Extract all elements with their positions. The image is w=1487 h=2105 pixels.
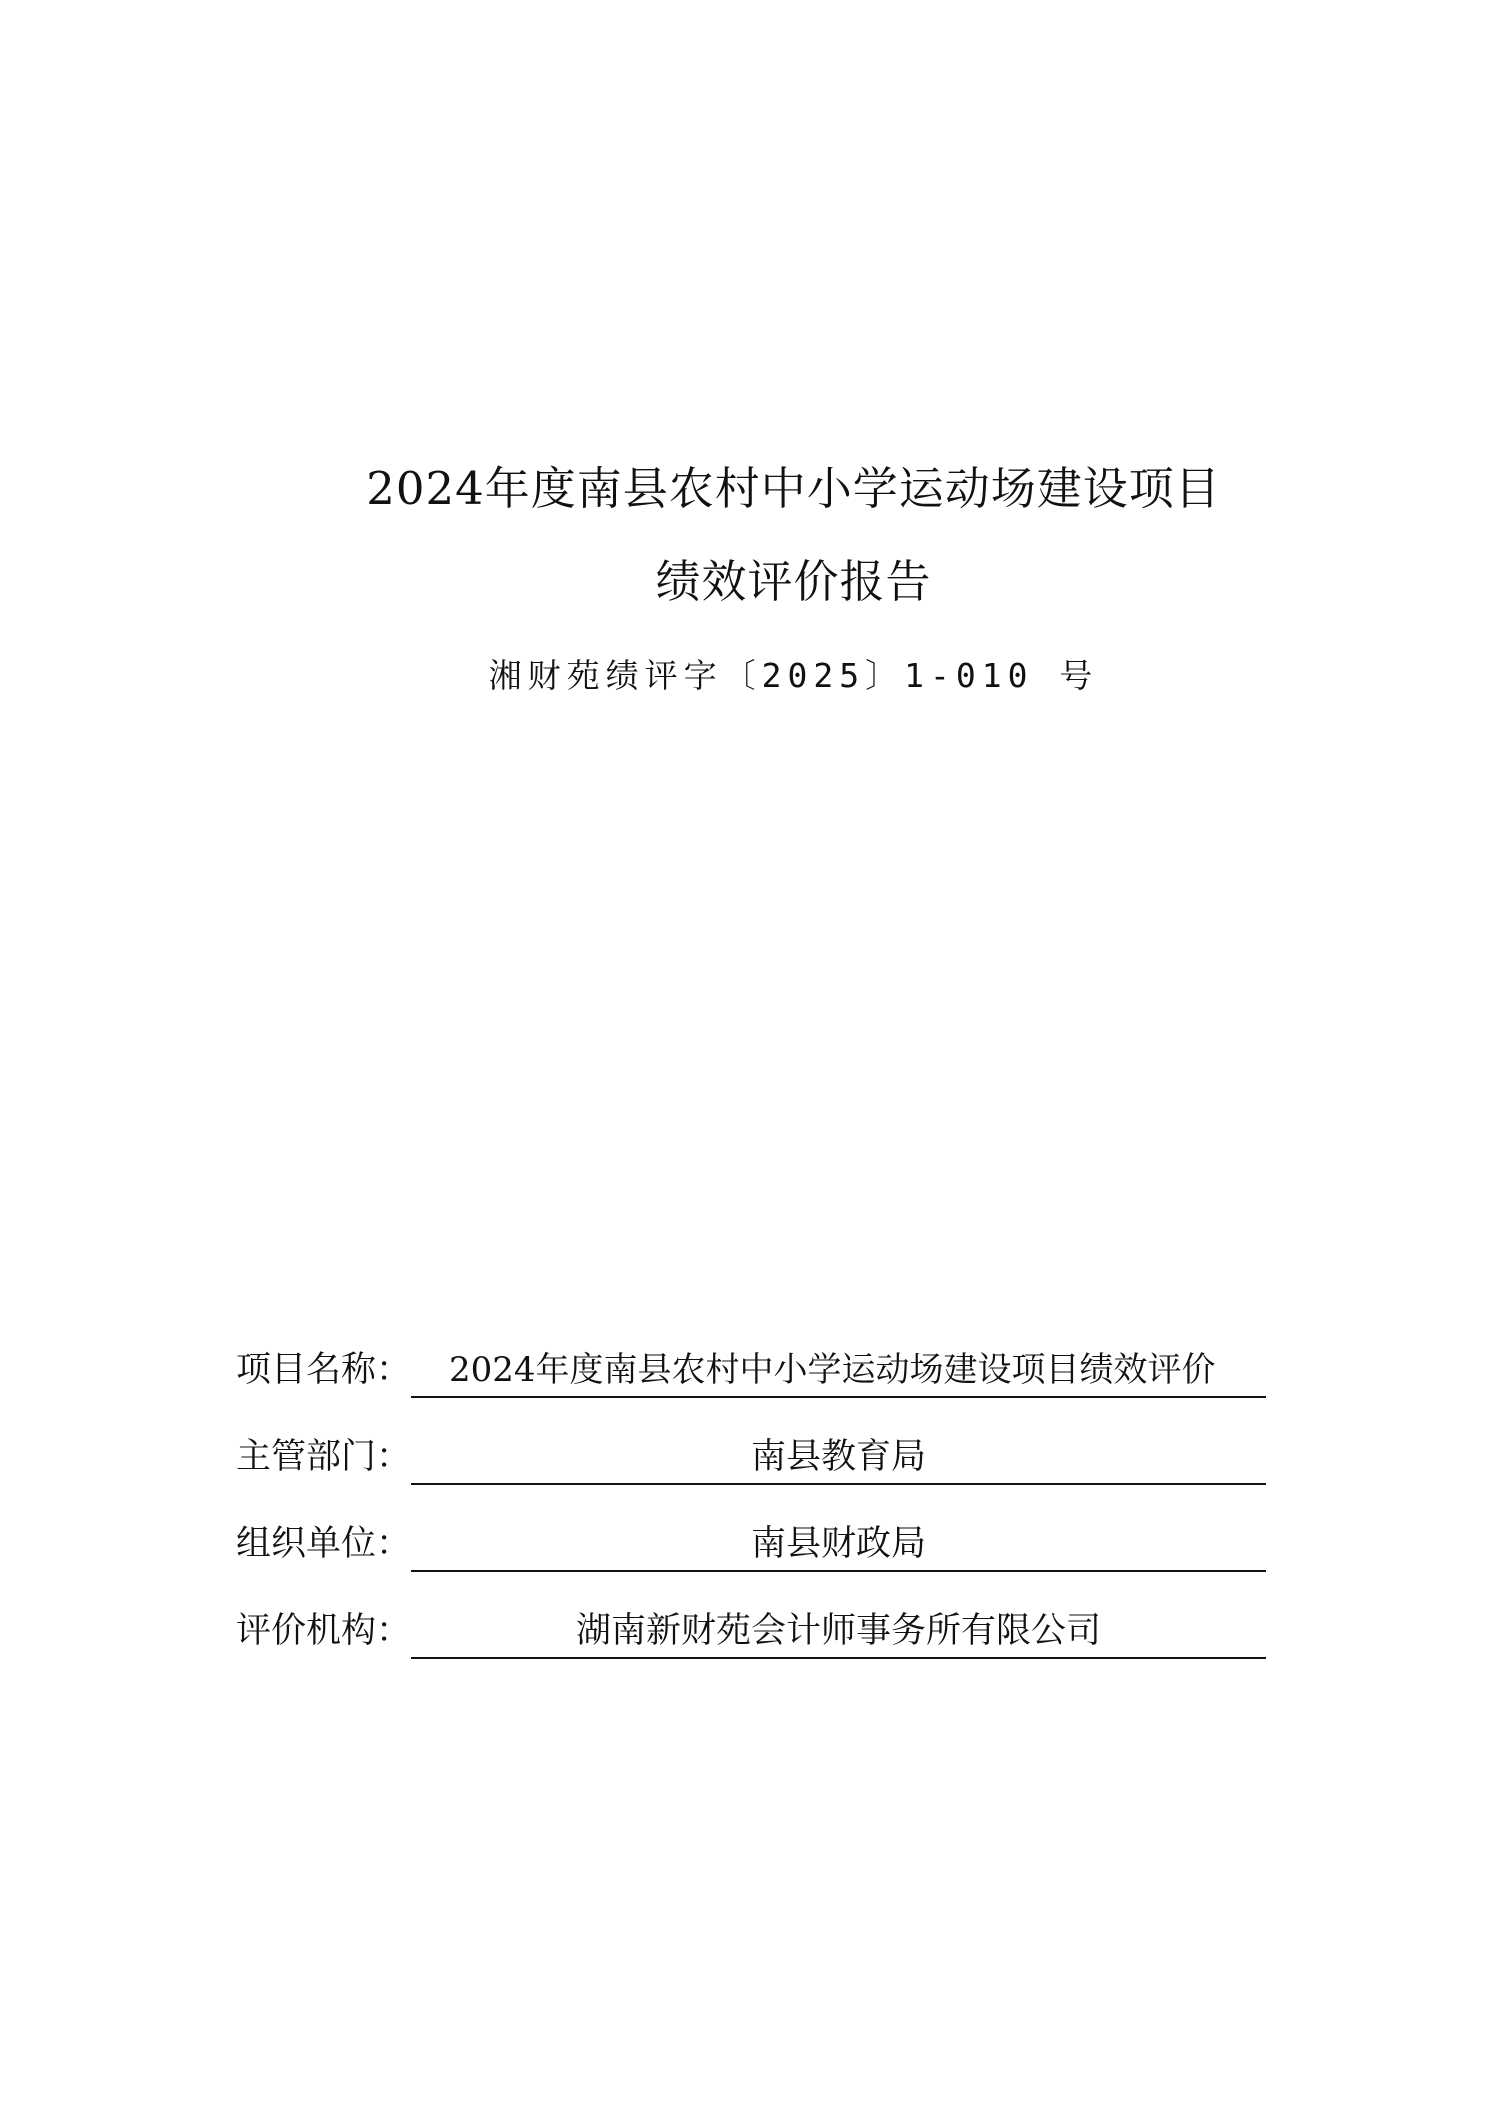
document-number: 湘财苑绩评字〔2025〕1-010 号 <box>488 656 1099 695</box>
info-row-evaluation-agency <box>236 1601 1266 1661</box>
report-title-line-2: 绩效评价报告 <box>655 555 932 608</box>
organizing-unit-label: 组织单位： <box>236 1524 412 1564</box>
supervising-department-label: 主管部门： <box>236 1437 412 1477</box>
info-row-organizing-unit <box>236 1514 1266 1574</box>
report-title-line-1: 2024年度南县农村中小学运动场建设项目 <box>366 462 1221 515</box>
evaluation-agency-label: 评价机构： <box>236 1611 412 1651</box>
evaluation-agency-value: 湖南新财苑会计师事务所有限公司 <box>411 1601 1266 1659</box>
project-name-label: 项目名称： <box>236 1350 412 1390</box>
info-row-supervising-department <box>236 1427 1266 1487</box>
supervising-department-value: 南县教育局 <box>411 1427 1266 1485</box>
info-row-project-name <box>236 1340 1266 1400</box>
organizing-unit-value: 南县财政局 <box>411 1514 1266 1572</box>
project-name-value: 2024年度南县农村中小学运动场建设项目绩效评价 <box>411 1340 1266 1398</box>
